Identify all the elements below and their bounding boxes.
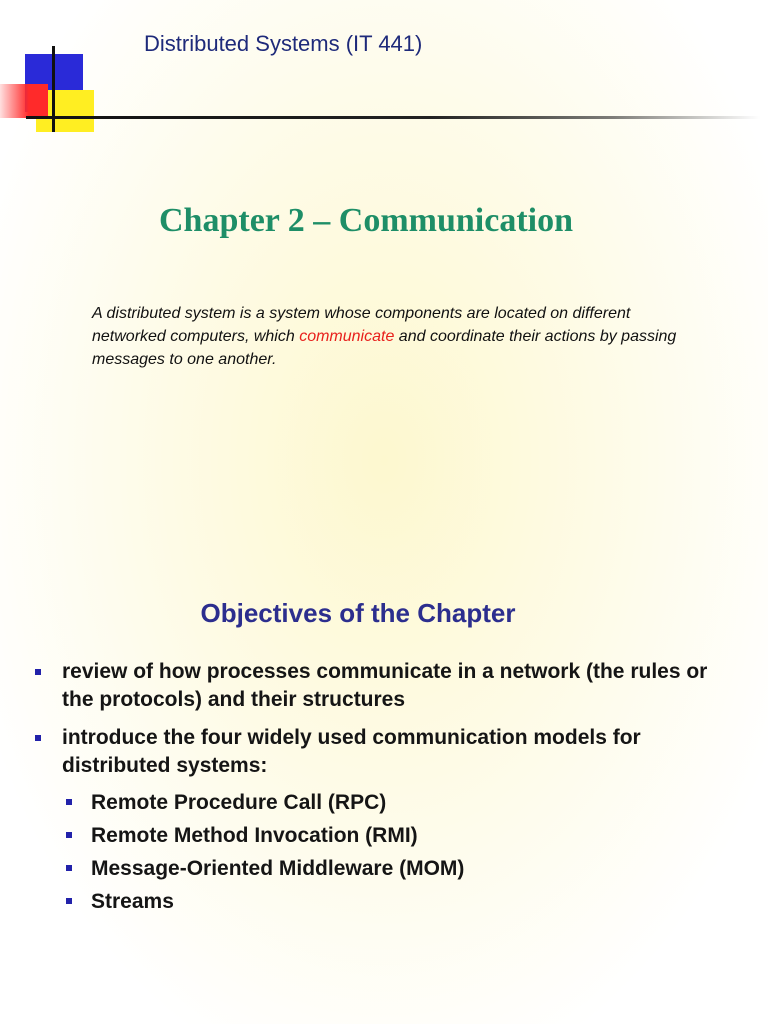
objective-text: introduce the four widely used communication models for distributed systems:	[62, 726, 641, 777]
model-label: Message-Oriented Middleware (MOM)	[91, 857, 465, 880]
definition-paragraph	[92, 302, 692, 371]
objective-item	[0, 724, 722, 918]
model-label: Streams	[91, 890, 174, 913]
bullet-square-icon	[66, 832, 72, 838]
model-label: Remote Method Invocation (RMI)	[91, 824, 418, 847]
model-item-rpc	[62, 786, 722, 819]
objective-item	[0, 658, 722, 714]
bullet-square-icon	[35, 669, 41, 675]
bullet-square-icon	[66, 898, 72, 904]
bullet-square-icon	[66, 865, 72, 871]
logo-red-square	[0, 84, 48, 118]
bullet-square-icon	[35, 735, 41, 741]
objective-text: review of how processes communicate in a network (the rules or the protocols) and their structures	[62, 660, 708, 711]
logo-vertical-line	[52, 46, 55, 132]
model-label: Remote Procedure Call (RPC)	[91, 791, 387, 814]
header-divider-line	[26, 116, 760, 119]
model-item-streams	[62, 885, 722, 918]
definition-highlight: communicate	[299, 328, 395, 345]
objectives-list	[0, 658, 768, 928]
definition-text-after: and coordinate their actions by passing messages to one another.	[92, 328, 677, 368]
model-item-rmi	[62, 819, 722, 852]
communication-models-list	[62, 786, 722, 918]
course-title: Distributed Systems (IT 441)	[144, 31, 423, 56]
chapter-title: Chapter 2 – Communication	[159, 202, 573, 239]
definition-text-before: A distributed system is a system whose components are located on different networked computers, which	[92, 305, 631, 345]
model-item-mom	[62, 852, 722, 885]
slide-logo-decoration	[0, 0, 110, 140]
objectives-heading: Objectives of the Chapter	[200, 598, 516, 628]
bullet-square-icon	[66, 799, 72, 805]
